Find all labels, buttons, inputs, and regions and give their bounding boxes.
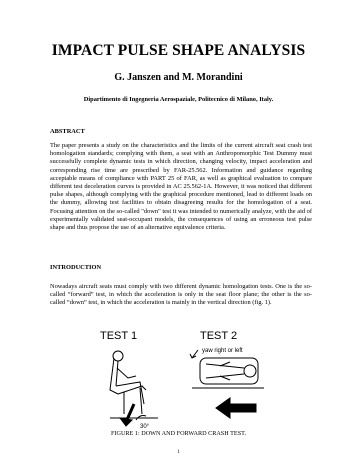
paper-authors: G. Janszen and M. Morandini (114, 72, 243, 83)
abstract-paragraph: The paper presents a study on the characteristics and the limits of the current aircraft seat crash test homologation standards; complying with them, a seat with an Anthropomorphic Test Dummy must successfully complete dynamic tests in which direction, changing velocity, impact acceleration and corresponding rise time are prescribed by FAR-25.562. Information and guidance regarding acceptable means of compliance with PART 25 of FAR, as well as graphical evaluation to compare different test deceleration curves is provided in AC 25.562-1A. However, it was noticed that different pulse shapes, although complying with the graphical procedure mentioned, lead to different loads on the dummy, allowing test facilities to obtain disagreeing results for the homologation of a seat. Focusing attention on the so-called "down" test it was intended to numerically analyze, with the aid of experimentally validated seat-occupant models, the consequences of using an erroneous test pulse shape and thus propose the use of an alternative equivalence criteria. (50, 142, 312, 232)
introduction-heading: INTRODUCTION (50, 264, 102, 271)
paper-affiliation: Dipartimento di Ingegneria Aerospaziale, Politecnico di Milano, Italy. (83, 96, 274, 103)
paper-title: IMPACT PULSE SHAPE ANALYSIS (51, 42, 306, 59)
test2-drawing (190, 350, 264, 418)
yaw-note: yaw right or left (202, 348, 243, 354)
introduction-paragraph: Nowadays aircraft seats must comply with two different dynamic homologation tests. One is the so-called “forward” test, in which the acceleration is only in the seat floor plane; the other is the so-called “down” test, in which the acceleration is mainly in the vertical direction (fig. 1). (50, 283, 312, 307)
test1-drawing (110, 351, 158, 426)
test2-label: TEST 2 (200, 330, 238, 342)
angle-note: 30° (140, 424, 150, 430)
page-number: 1 (177, 450, 180, 455)
crash-test-figure (80, 328, 280, 430)
figure-caption: FIGURE 1: DOWN AND FORWARD CRASH TEST. (110, 430, 247, 437)
abstract-heading: ABSTRACT (50, 128, 85, 135)
test1-label: TEST 1 (100, 330, 138, 342)
